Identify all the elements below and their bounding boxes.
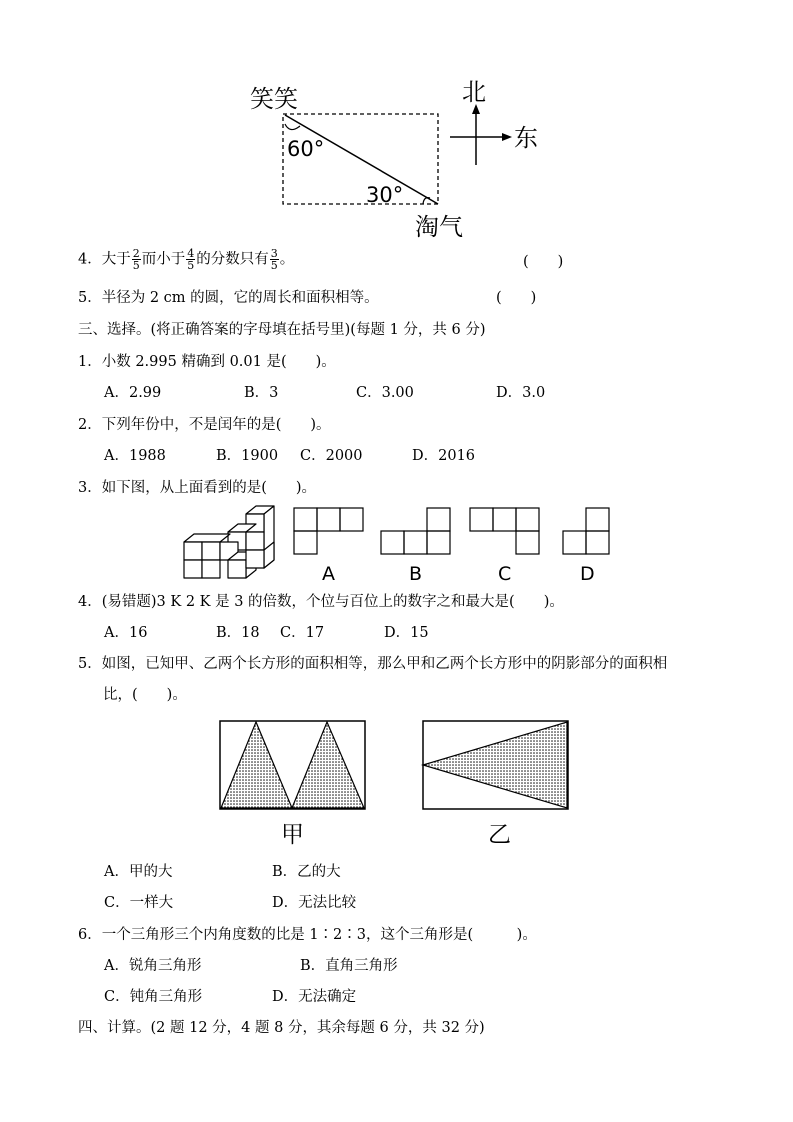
option[interactable]: D．无法比较 [272, 895, 357, 911]
question-3: 3．如下图，从上面看到的是( )。 [78, 480, 317, 496]
option[interactable]: A．甲的大 [104, 864, 173, 880]
option[interactable]: B．1900 [216, 448, 279, 464]
east-label: 东 [514, 124, 538, 152]
answer-paren[interactable]: ( ) [496, 290, 537, 306]
rectangles-figure [215, 716, 585, 852]
figure-label-jia: 甲 [281, 822, 304, 848]
fraction: $\frac{3}{5}$ [270, 247, 278, 272]
end-label: 淘气 [415, 213, 463, 241]
question-4: 4．(易错题)3 K 2 K 是 3 的倍数，个位与百位上的数字之和最大是( )。 [78, 594, 564, 610]
option[interactable]: D．2016 [412, 448, 476, 464]
north-label: 北 [462, 78, 486, 106]
question-5: 5．如图，已知甲、乙两个长方形的面积相等，那么甲和乙两个长方形中的阴影部分的面积相 [78, 656, 668, 672]
option[interactable]: C．一样大 [104, 895, 174, 911]
angle-arc-top [285, 124, 300, 130]
option[interactable]: B．直角三角形 [300, 958, 398, 974]
option-label[interactable]: A [322, 563, 335, 585]
option[interactable]: B．3 [244, 385, 279, 401]
option[interactable]: C．17 [280, 625, 325, 641]
section-title: 三、选择。(将正确答案的字母填在括号里)(每题 1 分，共 6 分) [78, 322, 486, 338]
direction-figure [240, 70, 560, 245]
option[interactable]: D．15 [384, 625, 429, 641]
angle-bottom-label: 30° [366, 183, 404, 207]
option-label[interactable]: B [409, 563, 423, 585]
fraction: $\frac{4}{5}$ [187, 247, 195, 272]
option[interactable]: A．2.99 [104, 385, 162, 401]
question-2: 2．下列年份中，不是闰年的是( )。 [78, 417, 331, 433]
question-6: 6．一个三角形三个内角度数的比是 1∶2∶3，这个三角形是( )。 [78, 927, 537, 943]
question-1: 1．小数 2.995 精确到 0.01 是( )。 [78, 354, 336, 370]
option[interactable]: D．3.0 [496, 385, 546, 401]
option-label[interactable]: D [580, 563, 595, 585]
option[interactable]: A．16 [104, 625, 148, 641]
option[interactable]: B．乙的大 [272, 864, 341, 880]
question-5-cont: 比，( )。 [103, 687, 187, 703]
angle-top-label: 60° [287, 137, 325, 161]
option[interactable]: C．钝角三角形 [104, 989, 203, 1005]
answer-paren[interactable]: ( ) [523, 254, 564, 270]
option[interactable]: B．18 [216, 625, 260, 641]
option[interactable]: C．2000 [300, 448, 363, 464]
east-arrow-icon [502, 133, 512, 141]
start-label: 笑笑 [250, 85, 298, 113]
fraction: $\frac{2}{5}$ [132, 247, 140, 272]
option[interactable]: A．1988 [104, 448, 166, 464]
tf-question-5: 5．半径为 2 cm 的圆，它的周长和面积相等。 [78, 290, 379, 306]
option[interactable]: A．锐角三角形 [104, 958, 202, 974]
section-title: 四、计算。(2 题 12 分，4 题 8 分，其余每题 6 分，共 32 分) [78, 1020, 485, 1036]
tf-question-4: 4．大于 $\frac{2}{5}$ 而小于 $\frac{4}{5}$ 的分数只有 $\frac{3}{5}$ 。 [78, 247, 295, 272]
option-label[interactable]: C [498, 563, 512, 585]
cube-figure [180, 502, 620, 590]
figure-label-yi: 乙 [488, 822, 511, 848]
option[interactable]: D．无法确定 [272, 989, 357, 1005]
option[interactable]: C．3.00 [356, 385, 414, 401]
